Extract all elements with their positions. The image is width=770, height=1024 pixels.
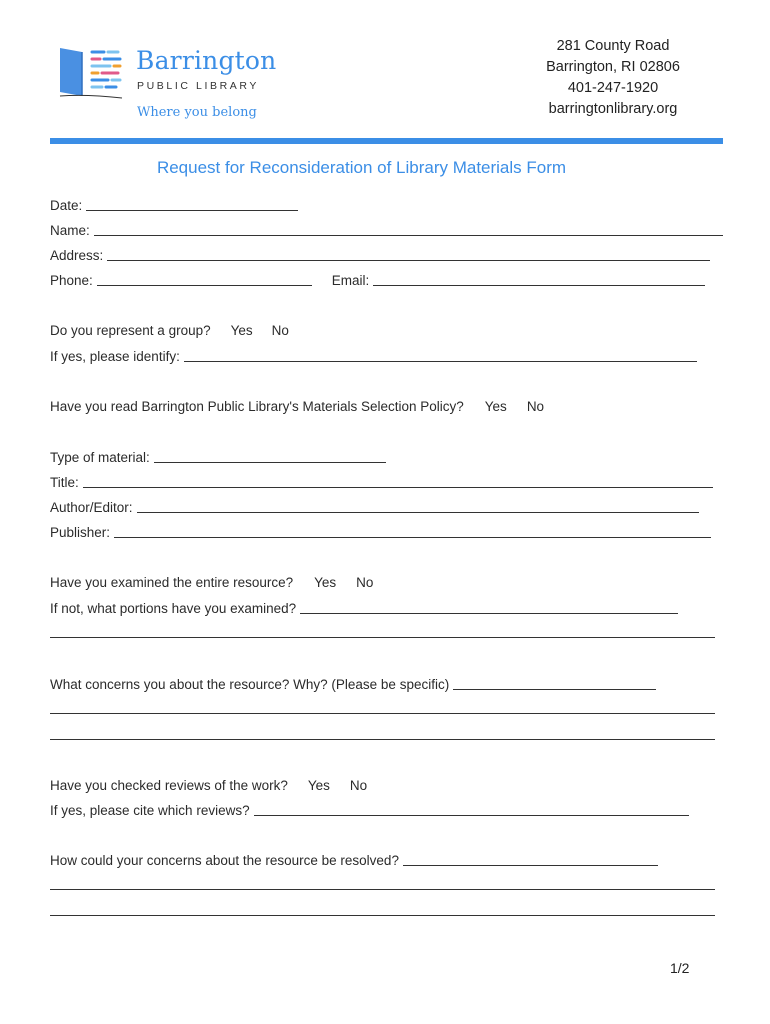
title-label: Title: (50, 475, 79, 490)
library-address (530, 36, 696, 120)
brand-name: Barrington (136, 46, 277, 75)
page-number: 1/2 (670, 960, 690, 976)
address-phone: 401-247-1920 (567, 80, 659, 96)
date-row (50, 195, 298, 213)
concerns-extra-line-1[interactable] (50, 713, 715, 714)
concerns-question: What concerns you about the resource? Why? (Please be specific) (50, 677, 450, 692)
email-label: Email: (331, 273, 370, 288)
resolved-question: How could your concerns about the resource be resolved? (50, 853, 399, 868)
examined-question: Have you examined the entire resource? (50, 575, 294, 590)
identify-row (50, 346, 697, 364)
type-field[interactable] (154, 461, 386, 463)
policy-yes-option[interactable]: Yes (484, 399, 507, 414)
publisher-field[interactable] (114, 536, 711, 538)
phone-email-row (50, 270, 705, 288)
address-website: barringtonlibrary.org (548, 101, 678, 117)
concerns-field[interactable] (453, 688, 656, 690)
concerns-question-row (50, 674, 656, 692)
policy-no-option[interactable]: No (526, 399, 545, 414)
publisher-row (50, 522, 711, 540)
portions-extra-line[interactable] (50, 637, 715, 638)
address-label: Address: (50, 248, 104, 263)
group-question-row (50, 320, 289, 338)
cite-field[interactable] (254, 814, 689, 816)
form-title: Request for Reconsideration of Library Materials Form (156, 158, 567, 177)
open-book-icon (56, 44, 126, 102)
group-question: Do you represent a group? (50, 323, 211, 338)
resolved-extra-line-2[interactable] (50, 915, 715, 916)
brand-tagline: Where you belong (137, 105, 257, 120)
name-label: Name: (50, 223, 90, 238)
address-street: 281 County Road (556, 38, 670, 54)
portions-row (50, 598, 678, 616)
title-field[interactable] (83, 486, 713, 488)
name-row (50, 220, 723, 238)
resolved-question-row (50, 850, 658, 868)
author-label: Author/Editor: (50, 500, 133, 515)
email-field[interactable] (373, 284, 705, 286)
concerns-extra-line-2[interactable] (50, 739, 715, 740)
cite-row (50, 800, 689, 818)
phone-field[interactable] (97, 284, 312, 286)
resolved-extra-line-1[interactable] (50, 889, 715, 890)
address-field[interactable] (107, 259, 710, 261)
group-no-option[interactable]: No (271, 323, 289, 338)
group-yes-option[interactable]: Yes (230, 323, 253, 338)
date-label: Date: (50, 198, 83, 213)
date-field[interactable] (86, 209, 298, 211)
policy-question: Have you read Barrington Public Library's Materials Selection Policy? (50, 399, 464, 414)
policy-question-row (50, 396, 544, 414)
title-row (50, 472, 713, 490)
examined-question-row (50, 572, 373, 590)
identify-label: If yes, please identify: (50, 349, 180, 364)
reviews-question: Have you checked reviews of the work? (50, 778, 288, 793)
reviews-yes-option[interactable]: Yes (307, 778, 330, 793)
name-field[interactable] (94, 234, 723, 236)
resolved-field[interactable] (403, 864, 658, 866)
header-divider (50, 138, 723, 144)
portions-field[interactable] (300, 612, 678, 614)
examined-yes-option[interactable]: Yes (314, 575, 337, 590)
identify-field[interactable] (184, 360, 697, 362)
brand-subtitle: PUBLIC LIBRARY (137, 80, 259, 92)
type-label: Type of material: (50, 450, 150, 465)
address-city: Barrington, RI 02806 (546, 59, 680, 75)
cite-label: If yes, please cite which reviews? (50, 803, 250, 818)
author-row (50, 497, 699, 515)
publisher-label: Publisher: (50, 525, 111, 540)
author-field[interactable] (137, 511, 699, 513)
reviews-no-option[interactable]: No (349, 778, 368, 793)
type-row (50, 447, 386, 465)
reviews-question-row (50, 775, 367, 793)
examined-no-option[interactable]: No (356, 575, 374, 590)
address-row (50, 245, 710, 263)
portions-label: If not, what portions have you examined? (50, 601, 297, 616)
phone-label: Phone: (50, 273, 93, 288)
